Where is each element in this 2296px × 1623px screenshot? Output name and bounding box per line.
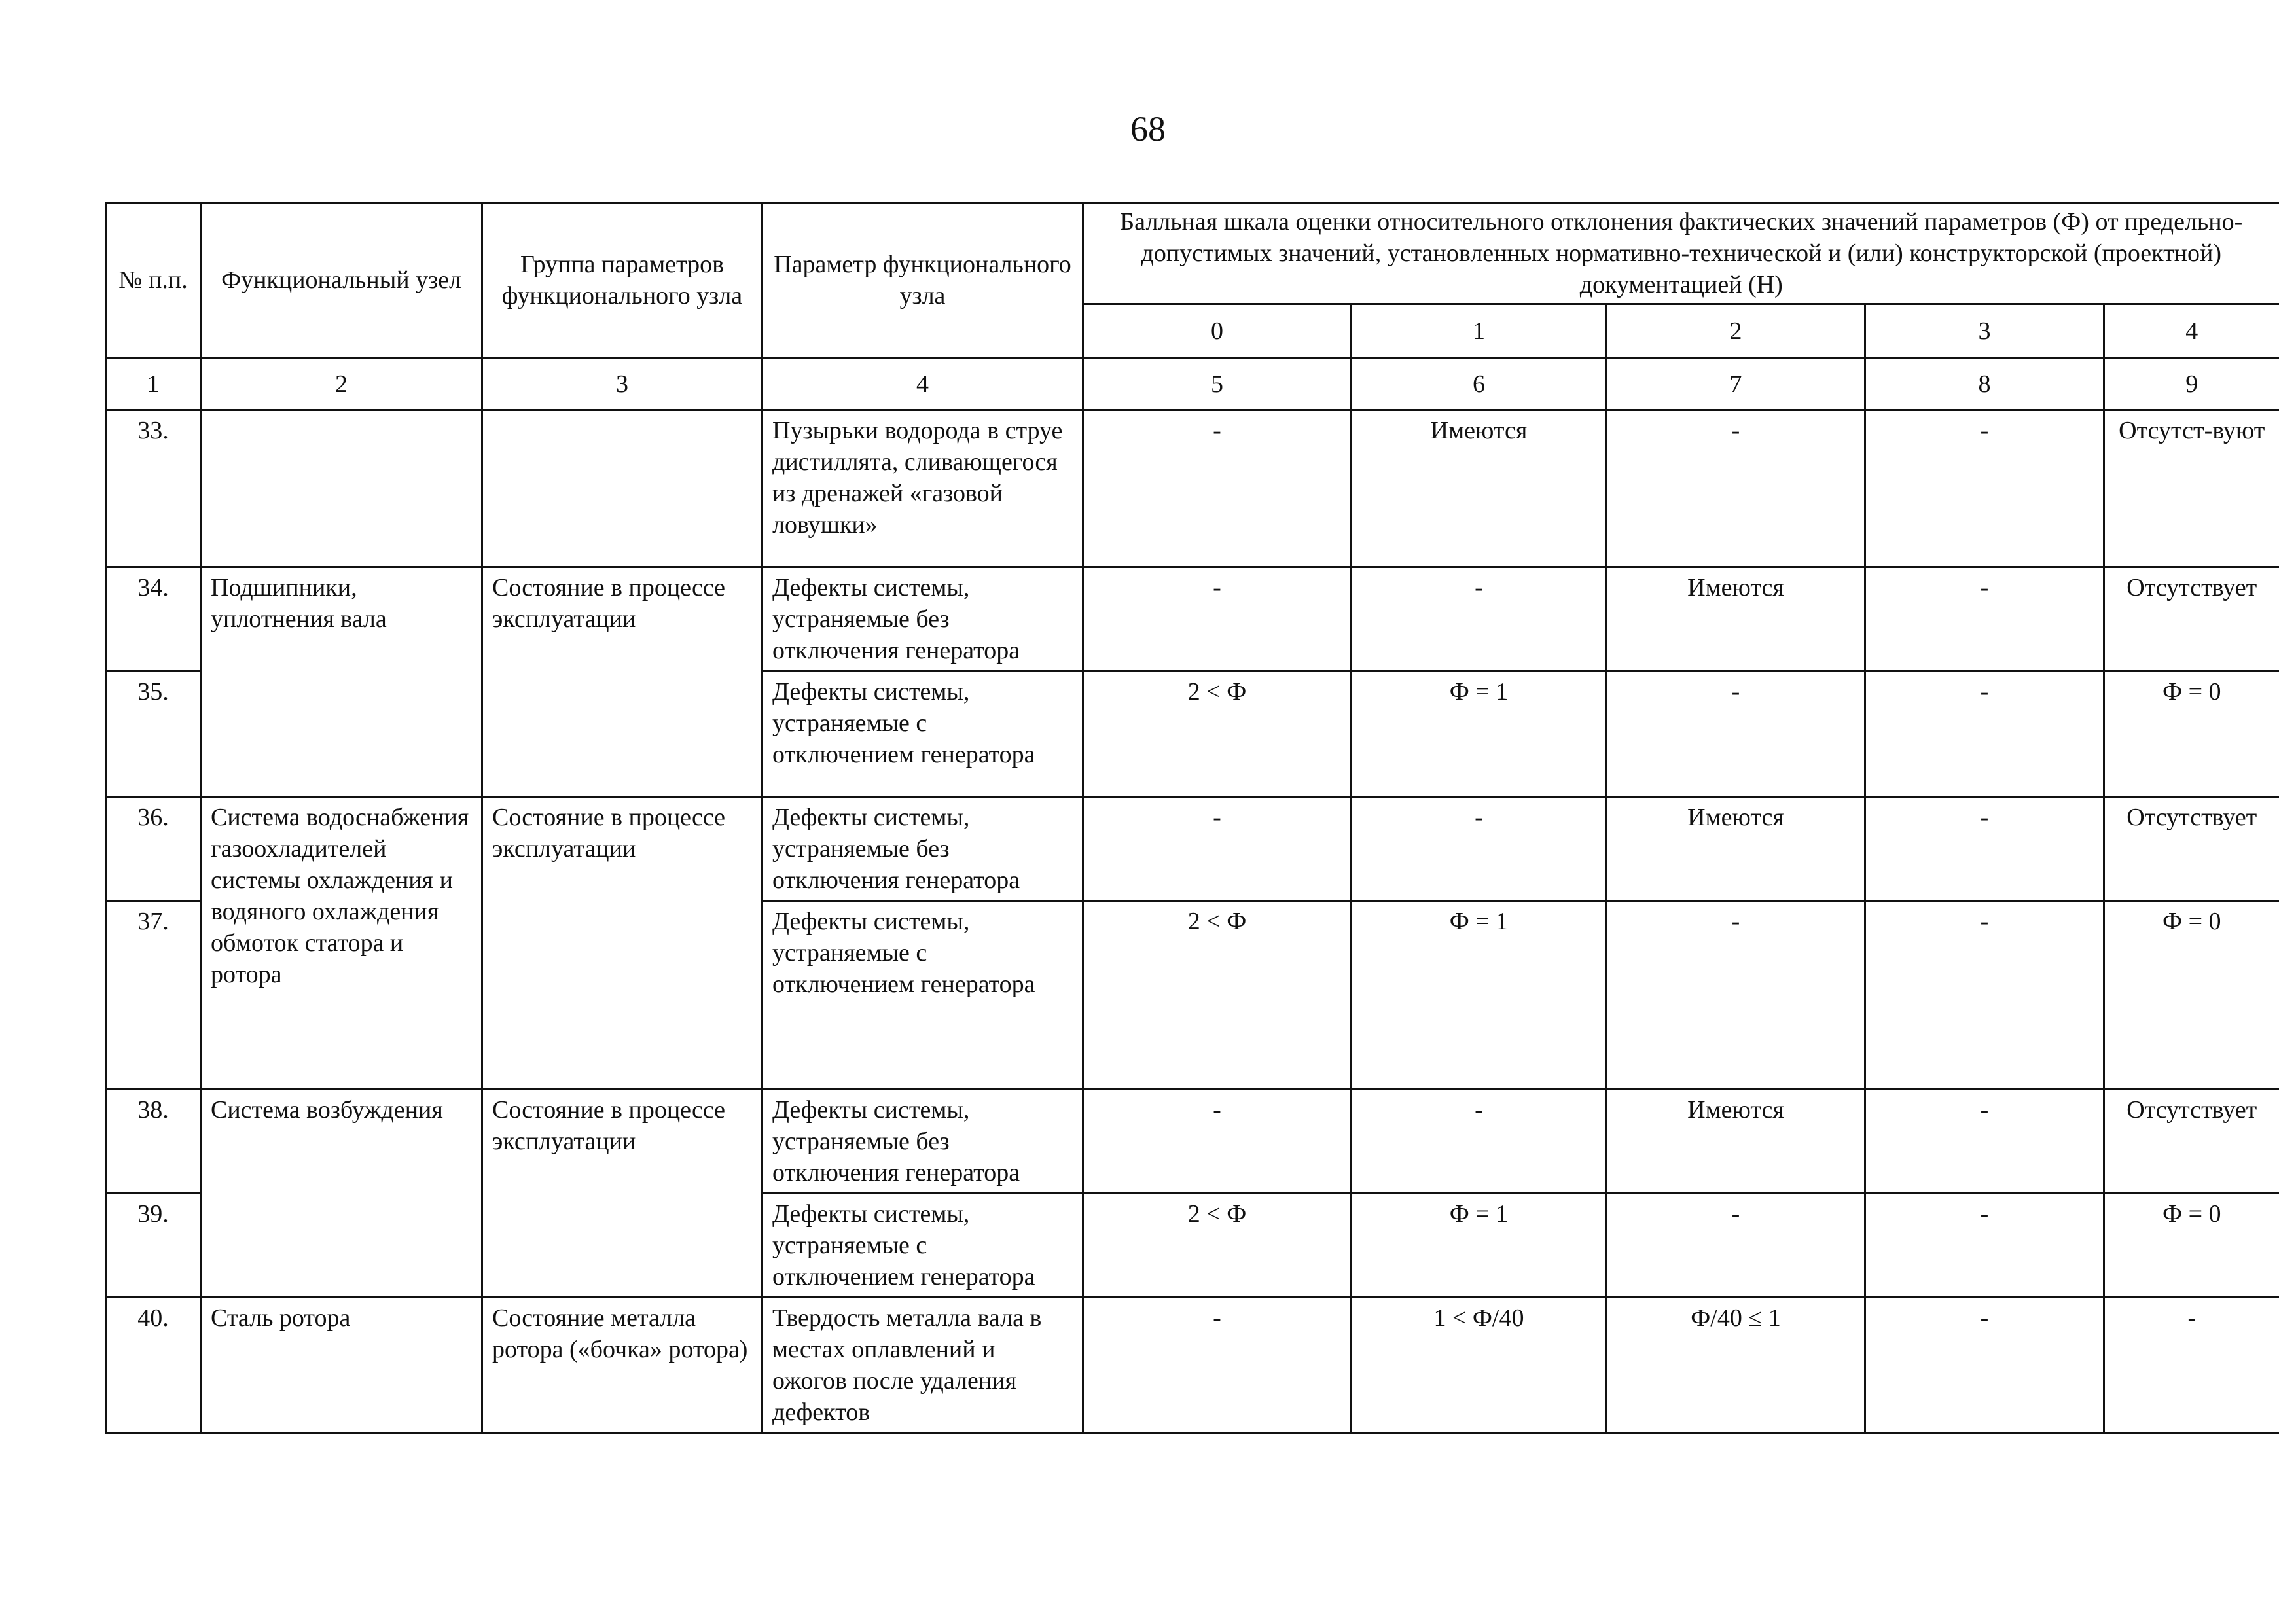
table-row <box>106 1090 2279 1194</box>
row-group: Состояние металла ротора («бочка» ротора) <box>482 1298 762 1433</box>
row-param: Дефекты системы, устраняемые без отключения генератора <box>762 567 1083 671</box>
row-param: Дефекты системы, устраняемые с отключением генератора <box>762 901 1083 1090</box>
row-number: 37. <box>106 901 201 1090</box>
row-score-0: - <box>1083 1298 1352 1433</box>
column-index: 7 <box>1607 358 1865 410</box>
row-score-2: - <box>1607 410 1865 567</box>
row-number: 38. <box>106 1090 201 1194</box>
row-score-3: - <box>1865 901 2104 1090</box>
column-index: 9 <box>2104 358 2279 410</box>
row-score-3: - <box>1865 797 2104 901</box>
row-score-4: Ф = 0 <box>2104 901 2279 1090</box>
row-score-4: Ф = 0 <box>2104 671 2279 797</box>
score-3: 3 <box>1865 304 2104 358</box>
row-score-3: - <box>1865 1194 2104 1298</box>
row-score-4: Ф = 0 <box>2104 1194 2279 1298</box>
row-group: Состояние в процессе эксплуатации <box>482 1090 762 1298</box>
row-number: 33. <box>106 410 201 567</box>
score-2: 2 <box>1607 304 1865 358</box>
score-1: 1 <box>1352 304 1607 358</box>
row-score-4: Отсутствует <box>2104 797 2279 901</box>
table-row <box>106 1298 2279 1433</box>
header-scale: Балльная шкала оценки относительного отклонения фактических значений параметров (Ф) от предельно-допустимых значений, установленных нормативно-технической и (или) конструкторской (проектной) документацией (Н) <box>1083 203 2279 304</box>
column-index: 8 <box>1865 358 2104 410</box>
row-score-4: Отсутствует <box>2104 567 2279 671</box>
row-score-0: 2 < Ф <box>1083 901 1352 1090</box>
row-score-3: - <box>1865 1298 2104 1433</box>
row-score-3: - <box>1865 1090 2104 1194</box>
row-number: 40. <box>106 1298 201 1433</box>
row-score-2: Имеются <box>1607 797 1865 901</box>
row-group <box>482 410 762 567</box>
row-score-2: Ф/40 ≤ 1 <box>1607 1298 1865 1433</box>
row-param: Пузырьки водорода в струе дистиллята, сливающегося из дренажей «газовой ловушки» <box>762 410 1083 567</box>
row-param: Дефекты системы, устраняемые с отключением генератора <box>762 671 1083 797</box>
row-score-4: - <box>2104 1298 2279 1433</box>
row-score-1: Ф = 1 <box>1352 901 1607 1090</box>
table-header-row <box>106 203 2279 304</box>
row-score-3: - <box>1865 671 2104 797</box>
row-node: Система возбуждения <box>201 1090 482 1298</box>
table-row <box>106 410 2279 567</box>
row-score-0: 2 < Ф <box>1083 671 1352 797</box>
row-score-2: - <box>1607 671 1865 797</box>
row-score-2: - <box>1607 901 1865 1090</box>
row-score-1: Ф = 1 <box>1352 671 1607 797</box>
row-number: 39. <box>106 1194 201 1298</box>
table-row <box>106 797 2279 901</box>
row-number: 34. <box>106 567 201 671</box>
row-group: Состояние в процессе эксплуатации <box>482 797 762 1090</box>
row-score-2: Имеются <box>1607 1090 1865 1194</box>
column-index-row <box>106 358 2279 410</box>
score-0: 0 <box>1083 304 1352 358</box>
row-group: Состояние в процессе эксплуатации <box>482 567 762 797</box>
row-score-1: - <box>1352 567 1607 671</box>
row-score-2: Имеются <box>1607 567 1865 671</box>
row-score-0: 2 < Ф <box>1083 1194 1352 1298</box>
row-number: 36. <box>106 797 201 901</box>
row-score-0: - <box>1083 410 1352 567</box>
row-score-1: 1 < Ф/40 <box>1352 1298 1607 1433</box>
column-index: 3 <box>482 358 762 410</box>
row-param: Дефекты системы, устраняемые с отключением генератора <box>762 1194 1083 1298</box>
row-node <box>201 410 482 567</box>
header-num: № п.п. <box>106 203 201 358</box>
score-4: 4 <box>2104 304 2279 358</box>
row-score-2: - <box>1607 1194 1865 1298</box>
header-param: Параметр функционального узла <box>762 203 1083 358</box>
row-number: 35. <box>106 671 201 797</box>
row-score-1: Ф = 1 <box>1352 1194 1607 1298</box>
page-number: 68 <box>1130 109 1166 149</box>
column-index: 2 <box>201 358 482 410</box>
row-score-1: - <box>1352 797 1607 901</box>
row-param: Твердость металла вала в местах оплавлений и ожогов после удаления дефектов <box>762 1298 1083 1433</box>
header-group: Группа параметров функционального узла <box>482 203 762 358</box>
header-node: Функциональный узел <box>201 203 482 358</box>
row-score-3: - <box>1865 567 2104 671</box>
column-index: 5 <box>1083 358 1352 410</box>
row-node: Система водоснабжения газоохладителей системы охлаждения и водяного охлаждения обмоток статора и ротора <box>201 797 482 1090</box>
row-score-0: - <box>1083 797 1352 901</box>
evaluation-table <box>105 202 2279 1434</box>
column-index: 4 <box>762 358 1083 410</box>
column-index: 6 <box>1352 358 1607 410</box>
row-node: Подшипники, уплотнения вала <box>201 567 482 797</box>
row-score-1: - <box>1352 1090 1607 1194</box>
row-score-4: Отсутствует <box>2104 1090 2279 1194</box>
row-score-0: - <box>1083 1090 1352 1194</box>
column-index: 1 <box>106 358 201 410</box>
row-score-0: - <box>1083 567 1352 671</box>
row-param: Дефекты системы, устраняемые без отключения генератора <box>762 1090 1083 1194</box>
table-row <box>106 567 2279 671</box>
row-score-4: Отсутст-вуют <box>2104 410 2279 567</box>
row-node: Сталь ротора <box>201 1298 482 1433</box>
row-score-1: Имеются <box>1352 410 1607 567</box>
row-score-3: - <box>1865 410 2104 567</box>
row-param: Дефекты системы, устраняемые без отключения генератора <box>762 797 1083 901</box>
